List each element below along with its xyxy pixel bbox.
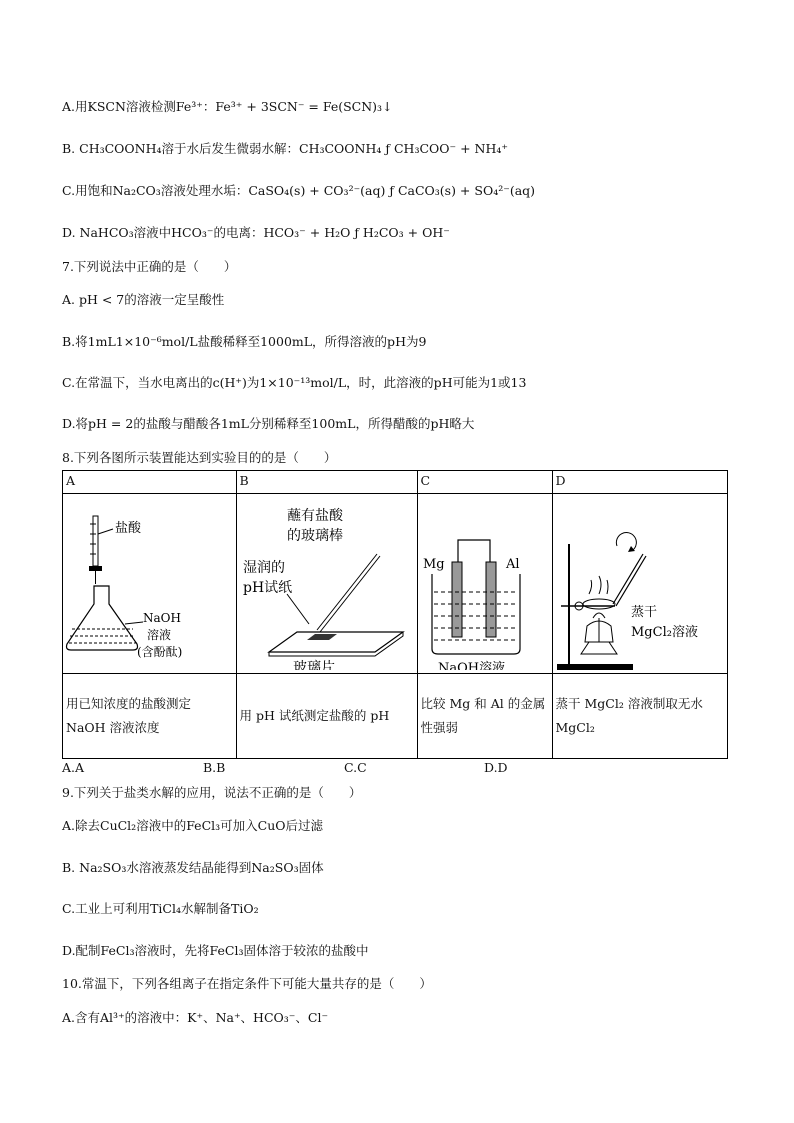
q8-option-d: D.D	[484, 760, 508, 775]
caption-c: 比较 Mg 和 Al 的金属性强弱	[417, 674, 552, 759]
label-paper-1: 湿润的	[242, 560, 285, 576]
header-b: B	[236, 471, 417, 494]
q6-option-d: D. NaHCO₃溶液中HCO₃⁻的电离：HCO₃⁻ + H₂O ƒ H₂CO₃ + OH⁻	[62, 225, 450, 240]
figure-c-cell	[417, 494, 552, 674]
q9-option-d: D.配制FeCl₃溶液时，先将FeCl₃固体溶于较浓的盐酸中	[62, 943, 369, 958]
label-mgcl2-solution: MgCl₂溶液	[630, 625, 698, 640]
label-indicator: (含酚酞)	[137, 645, 183, 659]
q8-option-c: C.C	[344, 760, 367, 775]
label-acid: 盐酸	[115, 521, 142, 536]
q7-option-a: A. pH < 7的溶液一定呈酸性	[62, 292, 225, 307]
figure-b-ph-paper	[236, 494, 417, 674]
q9-option-a: A.除去CuCl₂溶液中的FeCl₃可加入CuO后过滤	[62, 818, 324, 833]
q8-option-b: B.B	[203, 760, 226, 775]
q7-stem: 7.下列说法中正确的是（ ）	[62, 259, 237, 274]
q6-option-a: A.用KSCN溶液检测Fe³⁺：Fe³⁺ + 3SCN⁻ = Fe(SCN)₃↓	[62, 99, 393, 114]
q10-stem: 10.常温下，下列各组离子在指定条件下可能大量共存的是（ ）	[62, 976, 432, 991]
caption-d: 蒸干 MgCl₂ 溶液制取无水 MgCl₂	[552, 674, 728, 759]
q9-option-b: B. Na₂SO₃水溶液蒸发结晶能得到Na₂SO₃固体	[62, 860, 324, 875]
header-a: A	[63, 471, 237, 494]
label-naoh-solution: NaOH溶液	[437, 661, 505, 670]
q8-stem: 8.下列各图所示装置能达到实验目的的是（ ）	[62, 450, 337, 465]
caption-a: 用已知浓度的盐酸测定 NaOH 溶液浓度	[63, 674, 237, 759]
label-solution: 溶液	[147, 628, 172, 642]
experiment-table	[62, 470, 728, 759]
label-rod-2: 的玻璃棒	[286, 528, 343, 544]
q6-option-c: C.用饱和Na₂CO₃溶液处理水垢：CaSO₄(s) + CO₃²⁻(aq) ƒ CaCO₃(s) + SO₄²⁻(aq)	[62, 183, 536, 198]
q9-option-c: C.工业上可利用TiCl₄水解制备TiO₂	[62, 901, 259, 916]
header-d: D	[552, 471, 728, 494]
header-c: C	[417, 471, 552, 494]
figure-a-titration	[63, 494, 237, 674]
label-naoh: NaOH	[143, 611, 181, 625]
q10-option-a: A.含有Al³⁺的溶液中：K⁺、Na⁺、HCO₃⁻、Cl⁻	[62, 1010, 329, 1025]
label-paper-2: pH试纸	[242, 580, 292, 596]
label-rod-1: 蘸有盐酸	[286, 508, 343, 524]
q9-stem: 9.下列关于盐类水解的应用，说法不正确的是（ ）	[62, 785, 362, 800]
label-glass: 玻璃片	[292, 660, 335, 670]
q7-option-d: D.将pH = 2的盐酸与醋酸各1mL分别稀释至100mL，所得醋酸的pH略大	[62, 416, 475, 431]
label-evaporate: 蒸干	[630, 605, 657, 620]
q6-option-b: B. CH₃COONH₄溶于水后发生微弱水解：CH₃COONH₄ ƒ CH₃COO⁻ + NH₄⁺	[62, 141, 508, 156]
q8-option-a: A.A	[62, 760, 85, 775]
label-al: Al	[505, 557, 520, 572]
q7-option-b: B.将1mL1×10⁻⁶mol/L盐酸稀释至1000mL，所得溶液的pH为9	[62, 334, 427, 349]
caption-b: 用 pH 试纸测定盐酸的 pH	[236, 674, 417, 759]
label-mg: Mg	[422, 557, 445, 572]
figure-d-evaporation	[552, 494, 728, 674]
q7-option-c: C.在常温下，当水电离出的c(H⁺)为1×10⁻¹³mol/L，时，此溶液的pH可能为1或13	[62, 375, 527, 390]
